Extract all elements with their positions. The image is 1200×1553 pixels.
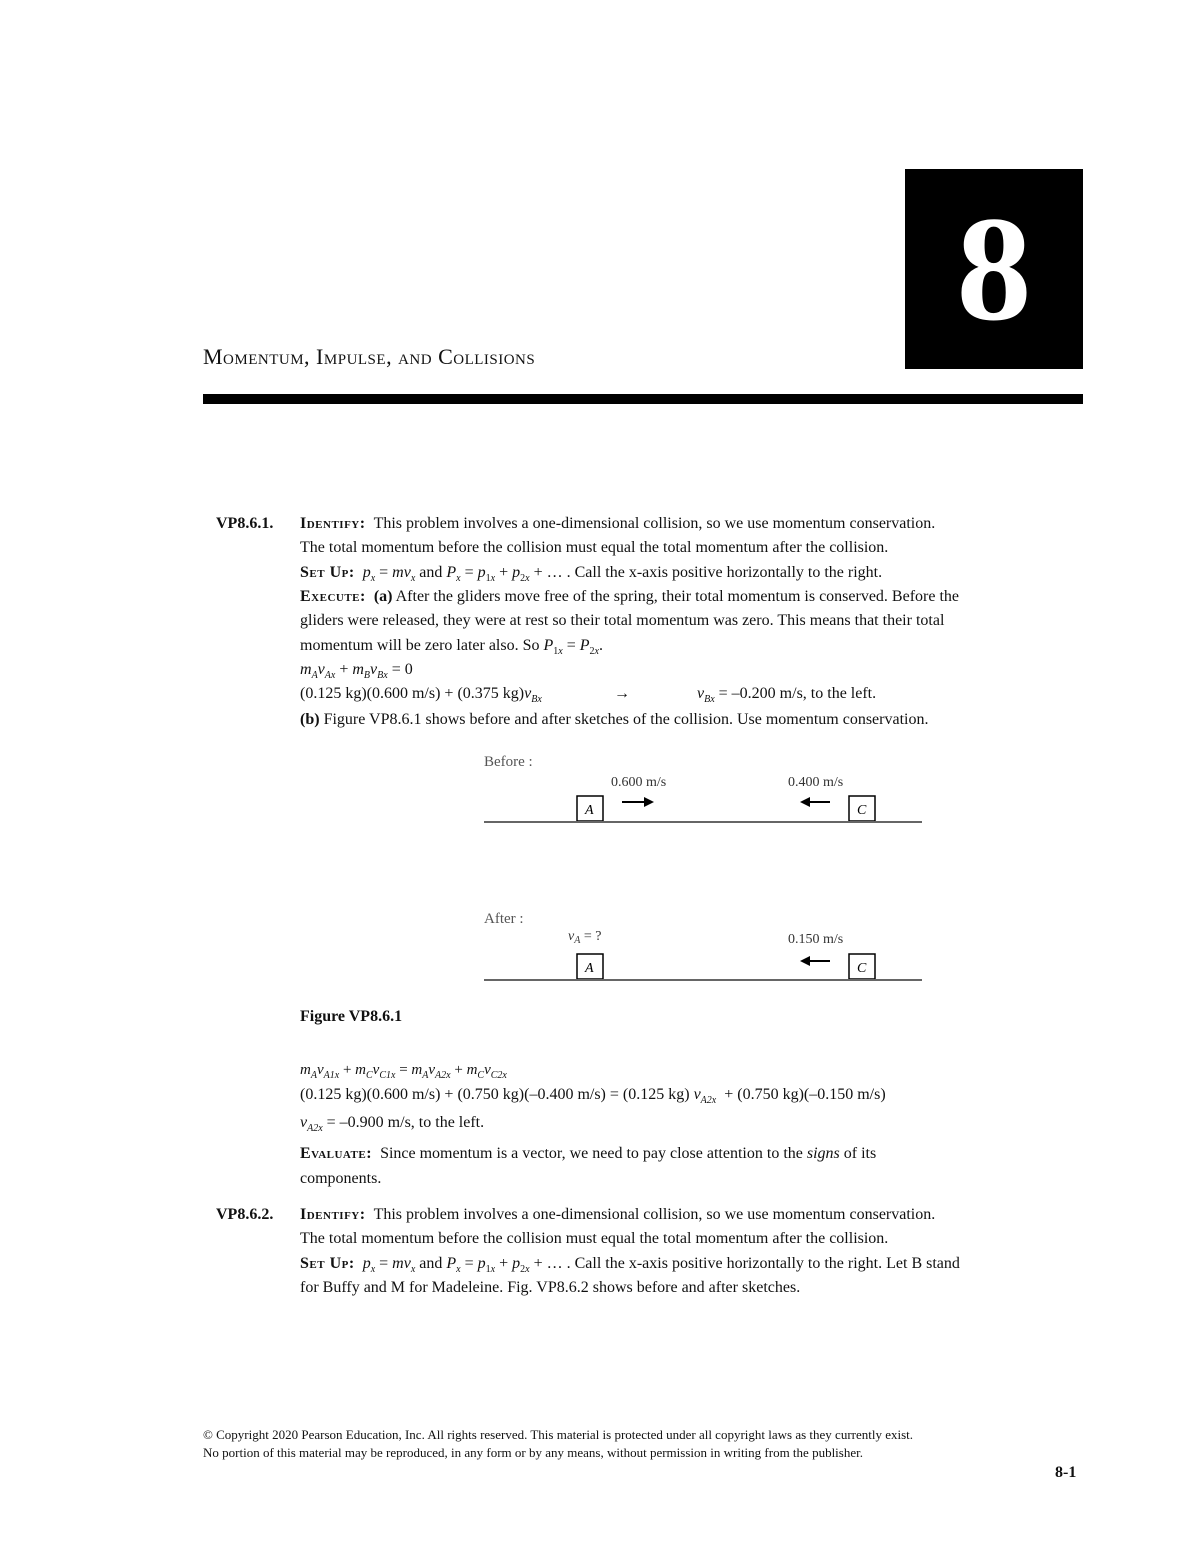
setup-label-vp2: Set Up: xyxy=(300,1255,355,1272)
collision-figure xyxy=(482,748,924,988)
arrow-right-icon xyxy=(622,797,654,807)
vp2-setup-line-2: for Buffy and M for Madeleine. Fig. VP8.6.2 shows before and after sketches. xyxy=(300,1279,801,1296)
numeric-equation: (0.125 kg)(0.600 m/s) + (0.750 kg)(–0.400 m/s) = (0.125 kg) xyxy=(300,1086,690,1103)
evaluate-text-1: Since momentum is a vector, we need to pay close attention to the xyxy=(380,1145,803,1162)
block-c-after-label: C xyxy=(857,961,867,976)
equation-zero: = 0 xyxy=(391,661,413,678)
block-a-before-label: A xyxy=(585,803,594,818)
identify-text-vp2: This problem involves a one-dimensional collision, so we use momentum conservation. xyxy=(373,1206,936,1223)
vp2-identify-line xyxy=(300,1205,935,1225)
setup-label: Set Up: xyxy=(300,564,355,581)
part-a-label: (a) xyxy=(373,588,393,605)
speed-c-after: 0.150 m/s xyxy=(788,932,844,947)
vp1-equation-2: (0.125 kg)(0.600 m/s) + (0.375 $kg)v_{Bx}$ xyxy=(300,685,542,706)
chapter-number: 8 xyxy=(956,186,1032,352)
speed-a-before: 0.600 m/s xyxy=(611,775,667,790)
identify-label: Identify: xyxy=(300,515,366,532)
vp1-identify-line xyxy=(300,514,935,534)
vp1-momentum-equation: $m_Av_{A1x} + m_Cv_{C1x} = m_Av_{A2x} + m_Cv_{C2x}$ xyxy=(300,1062,507,1081)
evaluate-label: Evaluate: xyxy=(300,1145,373,1162)
vp1-execute-line-2: gliders were released, they were at rest so their total momentum was zero. This means that their total xyxy=(300,612,945,629)
execute-text-1: After the gliders move free of the spring, their total momentum is conserved. Before the xyxy=(395,588,960,605)
equation-numbers: (0.125 kg)(0.600 m/s) + (0.375 kg) xyxy=(300,685,525,702)
block-a-after-label: A xyxy=(585,961,594,976)
part-b-label: (b) xyxy=(300,711,320,728)
figure-caption: Figure VP8.6.1 xyxy=(300,1008,403,1025)
vp1-numeric-equation: (0.125 kg)(0.600 m/s) + (0.750 kg)(–0.400 m/s) = (0.125 kg) $v_{A2x} + (0.750$ kg)(–0.150 m/s) xyxy=(300,1086,886,1107)
evaluate-signs: signs xyxy=(806,1145,840,1162)
vp1-evaluate-line-2: components. xyxy=(300,1170,382,1187)
after-label: After : xyxy=(484,911,524,927)
identify-label-vp2: Identify: xyxy=(300,1206,366,1223)
numeric-equation-tail: + (0.750 kg)(–0.150 m/s) xyxy=(724,1086,886,1103)
vp1-execute-line-3: momentum will be zero later also. So $P_{1x} = P_{2x}$. xyxy=(300,637,603,658)
execute-text-3: momentum will be zero later also. So xyxy=(300,637,540,654)
execute-label: Execute: xyxy=(300,588,366,605)
header-rule xyxy=(203,394,1083,404)
vp1-equation-result: $v_{Bx} = -0.200$ m/s, to the left. xyxy=(697,685,877,706)
speed-a-after-v: v xyxy=(568,929,575,944)
copyright-line-2: No portion of this material may be reproduced, in any form or by any means, without permission in writing from the publisher. xyxy=(203,1445,863,1460)
vp1-setup-line: Set Up: $p_x = mv_x$ and $P_x = p_{1x} + p_{2x}$ + … . Call the x-axis positive horizontally to the right. xyxy=(300,564,883,585)
vp1-part-b-line xyxy=(300,710,928,730)
equation-arrow: → xyxy=(614,685,630,702)
answer-text: = –0.900 m/s, to the left. xyxy=(326,1114,485,1131)
equation-result: = –0.200 m/s, to the left. xyxy=(718,685,877,702)
vp2-identify-line-2: The total momentum before the collision must equal the total momentum after the collision. xyxy=(300,1230,889,1247)
speed-a-after-sub: A xyxy=(574,935,581,946)
page-number: 8-1 xyxy=(1055,1464,1077,1481)
speed-a-after-tail: = ? xyxy=(580,929,602,944)
setup-tail: Call the x-axis positive horizontally to the right. xyxy=(570,564,883,581)
block-c-before-label: C xyxy=(857,803,867,818)
copyright-line-1: © Copyright 2020 Pearson Education, Inc. All rights reserved. This material is protected under all copyright laws as they currently exist. xyxy=(203,1427,914,1442)
vp1-identify-line-2: The total momentum before the collision must equal the total momentum after the collision. xyxy=(300,539,889,556)
chapter-number-box xyxy=(905,169,1083,369)
vp2-setup-line: Set Up: $p_x = mv_x$ and $P_x = p_{1x} + p_{2x}$ + … . Call the x-axis positive horizontally to the right. Let B stand xyxy=(300,1255,960,1276)
arrow-left-icon xyxy=(800,797,830,807)
identify-text: This problem involves a one-dimensional collision, so we use momentum conservation. xyxy=(373,515,936,532)
evaluate-text-1b: of its xyxy=(843,1145,877,1162)
chapter-title: Momentum, Impulse, and Collisions xyxy=(203,344,536,369)
vp1-equation-1: $m_Av_{Ax} + m_Bv_{Bx} = 0$ xyxy=(300,661,413,682)
arrow-left-after-icon xyxy=(800,956,830,966)
problem-label-vp1: VP8.6.1. xyxy=(216,515,274,532)
setup-tail-vp2: Call the x-axis positive horizontally to the right. Let B stand xyxy=(570,1255,960,1272)
vp1-execute-line xyxy=(300,587,959,607)
speed-a-after xyxy=(568,929,601,946)
part-b-text: Figure VP8.6.1 shows before and after sketches of the collision. Use momentum conservation. xyxy=(323,711,929,728)
problem-label-vp2: VP8.6.2. xyxy=(216,1206,274,1223)
vp1-evaluate-line xyxy=(300,1144,876,1164)
vp1-answer-line: $v_{A2x} = -0.900$ m/s, to the left. xyxy=(300,1114,485,1135)
before-label: Before : xyxy=(484,754,533,770)
speed-c-before: 0.400 m/s xyxy=(788,775,844,790)
